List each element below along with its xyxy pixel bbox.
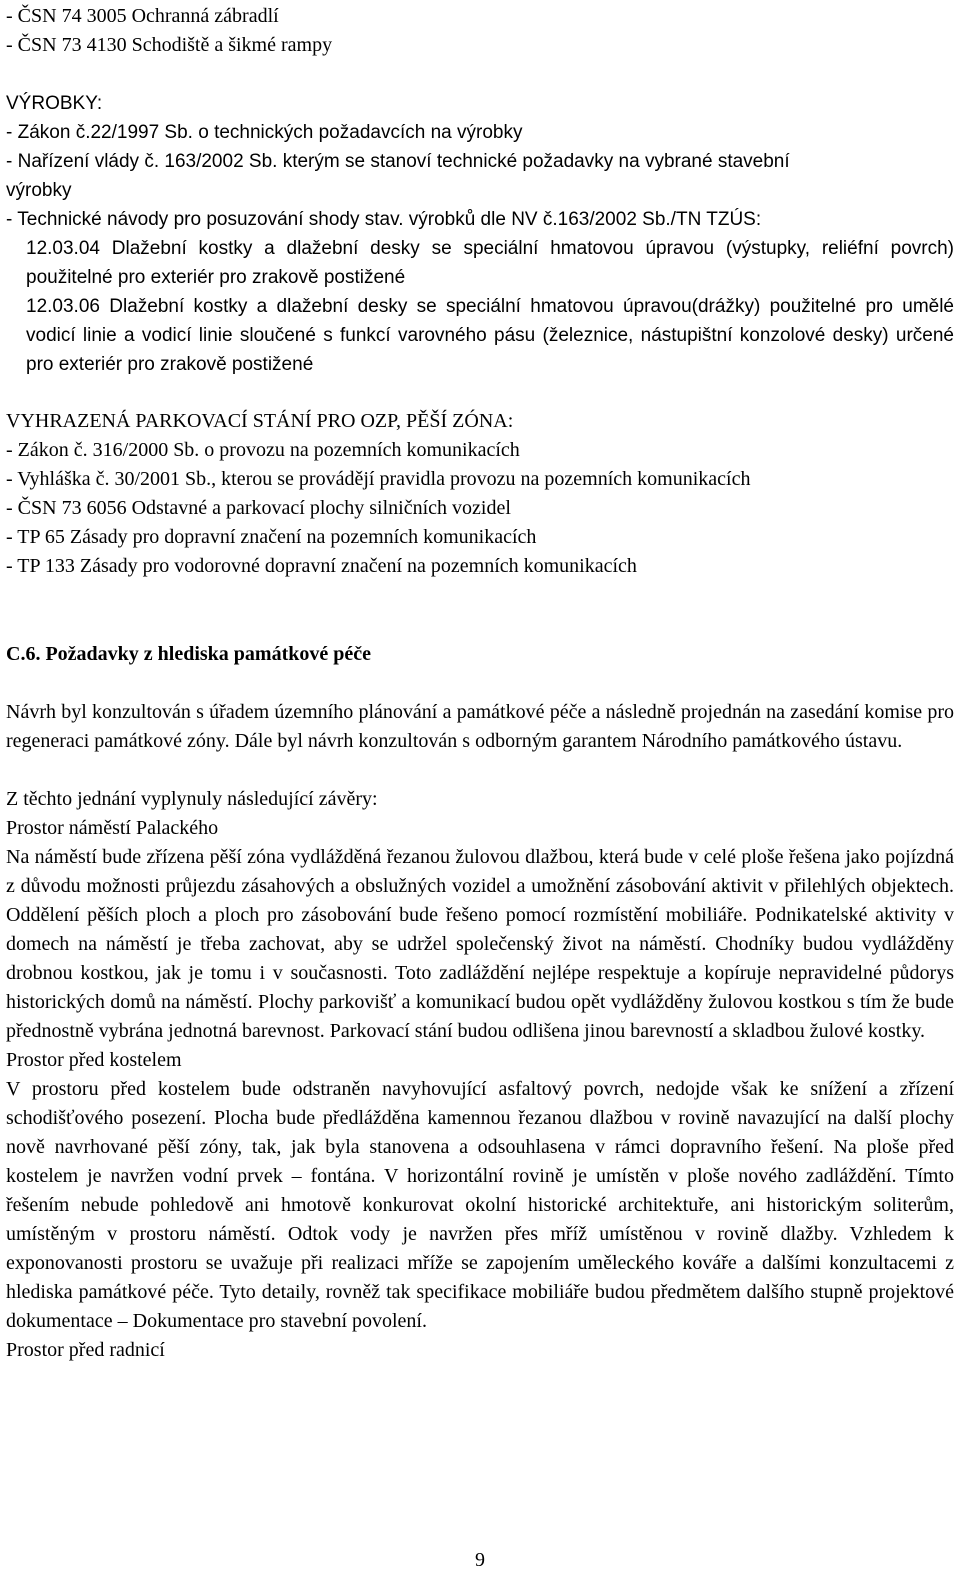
norm-line: - ČSN 73 4130 Schodiště a šikmé rampy	[6, 34, 333, 56]
vyrobky-line: - Nařízení vlády č. 163/2002 Sb. kterým se stanoví technické požadavky na vybrané stavební	[6, 151, 790, 172]
vyrobky-section	[6, 89, 954, 234]
parking-heading: VYHRAZENÁ PARKOVACÍ STÁNÍ PRO OZP, PĚŠÍ ZÓNA:	[6, 410, 514, 432]
subsection-title: Prostor před radnicí	[6, 1339, 165, 1361]
vyrobky-line: výrobky	[6, 180, 72, 201]
subsection-title: Prostor náměstí Palackého	[6, 817, 219, 839]
parking-line: - Zákon č. 316/2000 Sb. o provozu na pozemních komunikacích	[6, 439, 520, 461]
section-body	[6, 785, 954, 1365]
subsection-title: Prostor před kostelem	[6, 1049, 182, 1071]
parking-line: - TP 133 Zásady pro vodorovné dopravní značení na pozemních komunikacích	[6, 555, 637, 577]
vyrobky-line: - Zákon č.22/1997 Sb. o technických požadavcích na výrobky	[6, 122, 523, 143]
parking-line: - TP 65 Zásady pro dopravní značení na pozemních komunikacích	[6, 526, 537, 548]
section-intro: Návrh byl konzultován s úřadem územního plánování a památkové péče a následně projednán na zasedání komise pro regeneraci památkové zóny. Dále byl návrh konzultován s odborným garantem Národního památkového ústavu.	[6, 701, 954, 752]
subsection-text: V prostoru před kostelem bude odstraněn navyhovující asfaltový povrch, nedojde však ke snížení a zřízení schodišťového posezení. Plocha bude předlážděna kamennou řezanou dlažbou v rovině navazující na další plochy nově navrhované pěší zóny, tak, jak byla stanovena a odsouhlasena v rámci dopravního řešení. Na ploše před kostelem je navržen vodní prvek – fontána. V horizontální rovině je umístěn v ploše nového zadláždění. Tímto řešením nebude pohledově ani hmotově konkurovat okolní historické architektuře, ani historickým soliterům, umístěným v prostoru náměstí. Odtok vody je navržen přes mříž umístěnou v rovině dlažby. Vzhledem k exponovanosti prostoru se uvažuje při realizaci mříže se zapojením uměleckého kováře a dalšími konzultacemi z hlediska památkové péče. Tyto detaily, rovněž tak specifikace mobiliáře budou předmětem dalšího stupně projektové dokumentace – Dokumentace pro stavební povolení.	[6, 1078, 954, 1332]
vyrobky-heading: VÝROBKY:	[6, 93, 103, 114]
vyrobky-item-12-03-04: 12.03.04 Dlažební kostky a dlažební desky se speciální hmatovou úpravou (výstupky, reliéfní povrch) použitelné pro exteriér pro zrakově postižené	[26, 238, 954, 288]
parking-line: - ČSN 73 6056 Odstavné a parkovací plochy silničních vozidel	[6, 497, 511, 519]
norm-line: - ČSN 74 3005 Ochranná zábradlí	[6, 5, 279, 27]
parking-line: - Vyhláška č. 30/2001 Sb., kterou se provádějí pravidla provozu na pozemních komunikacích	[6, 468, 751, 490]
vyrobky-item-12-03-06: 12.03.06 Dlažební kostky a dlažební desky se speciální hmatovou úpravou(drážky) použitelné pro umělé vodicí linie a vodicí linie sloučené s funkcí varovného pásu (železnice, nástupištní konzolové desky) určené pro exteriér pro zrakově postižené	[26, 296, 954, 375]
subsection-text: Na náměstí bude zřízena pěší zóna vydlážděná řezanou žulovou dlažbou, která bude v celé ploše řešena jako pojízdná z důvodu možnosti průjezdu zásahových a obslužných vozidel a umožnění zásobování aktivit v přilehlých objektech. Oddělení pěších ploch a ploch pro zásobování bude řešeno pomocí rozmístění mobiliáře. Podnikatelské aktivity v domech na náměstí je třeba zachovat, aby se udržel společenský život na náměstí. Chodníky budou vydlážděny drobnou kostkou, jak je tomu i v současnosti. Toto zadláždění nejlépe respektuje a kopíruje nepravidelné půdorys historických domů na náměstí. Plochy parkovišť a komunikací budou opět vydlážděny žulovou kostkou s tím že bude přednostně vybrána jednotná barevnost. Parkovací stání budou odlišena jinou barevností a skladbou žulové kostky.	[6, 846, 954, 1042]
norms-top-list	[6, 2, 954, 60]
section-title: C.6. Požadavky z hlediska památkové péče	[6, 643, 371, 665]
vyrobky-line: - Technické návody pro posuzování shody stav. výrobků dle NV č.163/2002 Sb./TN TZÚS:	[6, 209, 762, 230]
parking-section	[6, 407, 954, 581]
page-number: 9	[475, 1549, 485, 1571]
conclusions-label: Z těchto jednání vyplynuly následující závěry:	[6, 788, 378, 810]
